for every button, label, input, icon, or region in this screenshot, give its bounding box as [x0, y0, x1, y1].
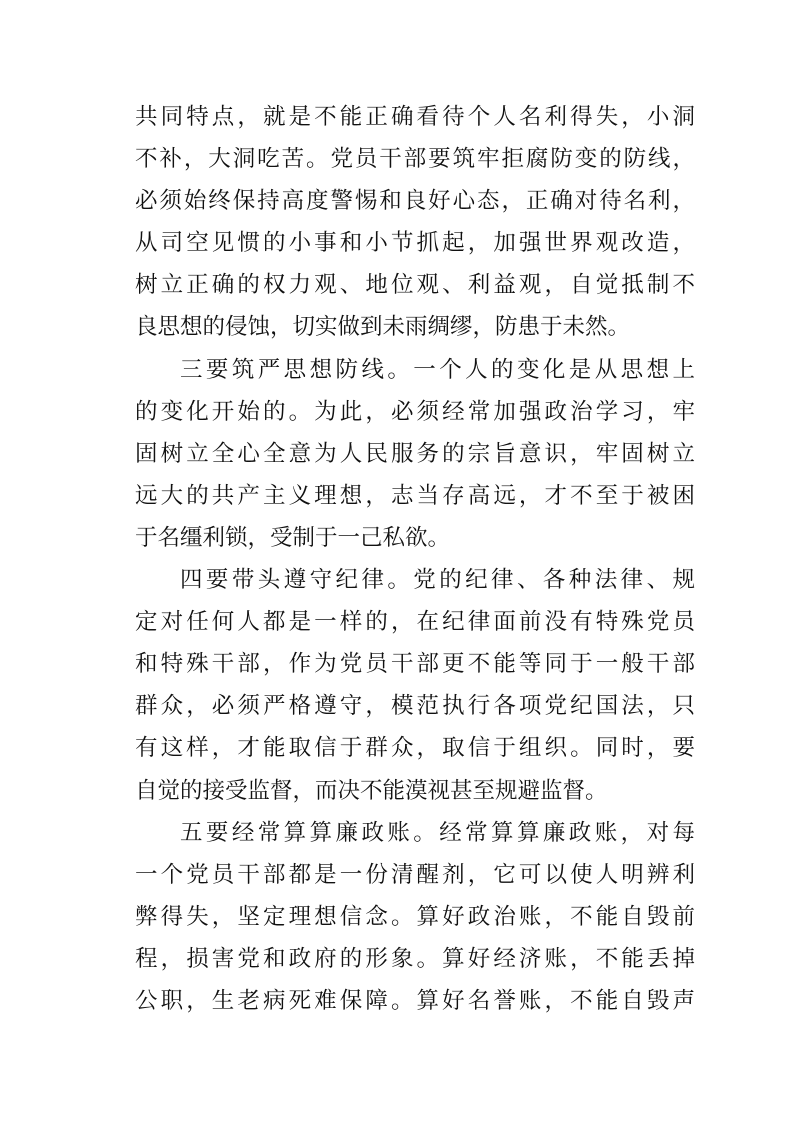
text-line: 公职，生老病死难保障。算好名誉账，不能自毁声 [135, 987, 695, 1014]
text-line: 必须始终保持高度警惕和良好心态，正确对待名利， [135, 188, 695, 215]
text-line: 的变化开始的。为此，必须经常加强政治学习，牢 [135, 398, 695, 425]
text-line: 定对任何人都是一样的，在纪律面前没有特殊党员 [135, 609, 695, 636]
body-text [135, 96, 695, 1022]
text-line: 不补，大洞吃苦。党员干部要筑牢拒腐防变的防线， [135, 146, 695, 173]
text-line: 于名缰利锁，受制于一己私欲。 [135, 524, 451, 551]
text-line: 良思想的侵蚀，切实做到未雨绸缪，防患于未然。 [135, 314, 631, 341]
paragraph-start-line: 三要筑严思想防线。一个人的变化是从思想上 [180, 356, 695, 383]
text-line: 远大的共产主义理想，志当存高远，才不至于被困 [135, 482, 695, 509]
text-line: 从司空见惯的小事和小节抓起，加强世界观改造， [135, 230, 695, 257]
text-line: 共同特点，就是不能正确看待个人名利得失，小洞 [135, 104, 695, 130]
text-line: 树立正确的权力观、地位观、利益观，自觉抵制不 [135, 272, 695, 299]
text-line: 程，损害党和政府的形象。算好经济账，不能丢掉 [135, 945, 695, 972]
text-line: 一个党员干部都是一份清醒剂，它可以使人明辨利 [135, 861, 695, 888]
paragraph-start-line: 四要带头遵守纪律。党的纪律、各种法律、规 [180, 567, 695, 594]
text-line: 和特殊干部，作为党员干部更不能等同于一般干部 [135, 651, 695, 678]
text-line: 有这样，才能取信于群众，取信于组织。同时，要 [135, 735, 695, 762]
text-line: 群众，必须严格遵守，模范执行各项党纪国法，只 [135, 693, 695, 720]
paragraph-start-line: 五要经常算算廉政账。经常算算廉政账，对每 [180, 819, 695, 846]
text-line: 固树立全心全意为人民服务的宗旨意识，牢固树立 [135, 440, 695, 467]
text-line: 弊得失，坚定理想信念。算好政治账，不能自毁前 [135, 903, 695, 930]
text-line: 自觉的接受监督，而决不能漠视甚至规避监督。 [135, 777, 608, 804]
